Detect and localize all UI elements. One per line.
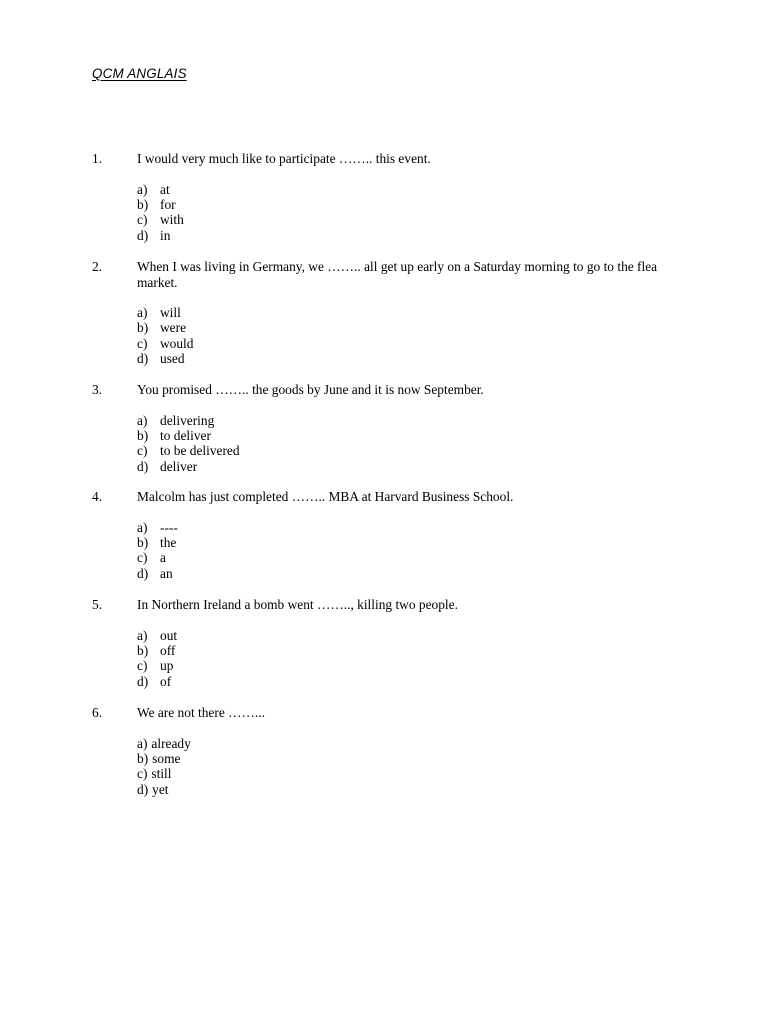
option-text: an <box>160 565 173 581</box>
option-letter: d) <box>137 227 149 243</box>
option-letter: b) <box>137 642 149 658</box>
option-text: some <box>152 750 181 766</box>
option-d <box>137 782 692 797</box>
option-a <box>137 628 692 643</box>
option-text: to be delivered <box>160 443 240 459</box>
option-letter: c) <box>137 335 148 351</box>
option-text: of <box>160 673 172 689</box>
option-b <box>137 751 692 766</box>
option-text: yet <box>152 781 169 797</box>
option-text: will <box>160 305 181 320</box>
option-letter: d) <box>137 458 149 474</box>
option-text: were <box>160 320 187 336</box>
question-3 <box>92 382 692 474</box>
option-text: for <box>160 196 176 212</box>
question-6 <box>92 705 692 797</box>
option-letter: c) <box>137 550 148 566</box>
option-text: off <box>160 642 176 658</box>
option-c <box>137 336 692 351</box>
option-b <box>137 535 692 550</box>
option-letter: a) <box>137 305 148 320</box>
option-letter: a) <box>137 519 148 535</box>
option-text: to deliver <box>160 427 211 443</box>
option-text: out <box>160 627 178 643</box>
option-letter: d) <box>137 781 149 797</box>
option-letter: d) <box>137 351 149 367</box>
option-a <box>137 413 692 428</box>
option-text: ---- <box>160 519 178 535</box>
option-letter: b) <box>137 750 149 766</box>
question-text: When I was living in Germany, we …….. all get up early on a Saturday morning to go to the flea market. <box>137 259 658 290</box>
option-d <box>137 228 692 243</box>
option-letter: d) <box>137 565 149 581</box>
option-letter: c) <box>137 658 148 674</box>
option-letter: b) <box>137 427 149 443</box>
question-text: We are not there ……... <box>137 705 265 720</box>
option-b <box>137 643 692 658</box>
option-text: with <box>160 212 184 228</box>
option-text: already <box>151 735 191 751</box>
option-d <box>137 459 692 474</box>
question-number: 4. <box>92 489 103 504</box>
option-b <box>137 320 692 335</box>
option-letter: a) <box>137 627 148 643</box>
option-text: up <box>160 658 174 674</box>
question-number: 5. <box>92 597 103 612</box>
option-letter: d) <box>137 673 149 689</box>
option-d <box>137 566 692 581</box>
question-number: 3. <box>92 382 103 397</box>
question-1 <box>92 151 692 243</box>
option-d <box>137 351 692 366</box>
option-c <box>137 658 692 673</box>
option-b <box>137 428 692 443</box>
option-letter: b) <box>137 320 149 336</box>
answer-options <box>137 520 692 582</box>
question-text: In Northern Ireland a bomb went …….., killing two people. <box>137 597 458 612</box>
answer-options <box>137 182 692 244</box>
option-letter: c) <box>137 443 148 459</box>
option-text: would <box>160 335 194 351</box>
option-letter: a) <box>137 735 148 751</box>
option-letter: a) <box>137 181 148 197</box>
option-text: a <box>160 550 166 566</box>
answer-options <box>137 736 692 798</box>
answer-options <box>137 628 692 690</box>
option-text: in <box>160 227 171 243</box>
question-5 <box>92 597 692 689</box>
option-text: still <box>151 766 172 782</box>
option-text: the <box>160 534 177 550</box>
question-number: 1. <box>92 151 103 166</box>
option-text: deliver <box>160 458 198 474</box>
option-c <box>137 550 692 565</box>
option-text: delivering <box>160 412 215 428</box>
question-2 <box>92 259 692 367</box>
question-text: You promised …….. the goods by June and it is now September. <box>137 382 484 397</box>
option-d <box>137 674 692 689</box>
question-text: I would very much like to participate …….. this event. <box>137 151 431 166</box>
option-text: at <box>160 181 170 197</box>
option-a <box>137 182 692 197</box>
option-a <box>137 736 692 751</box>
option-a <box>137 520 692 535</box>
answer-options <box>137 413 692 475</box>
answer-options <box>137 305 692 367</box>
option-letter: b) <box>137 534 149 550</box>
option-c <box>137 766 692 781</box>
option-letter: c) <box>137 766 148 782</box>
question-4 <box>92 489 692 581</box>
option-text: used <box>160 351 185 367</box>
option-c <box>137 443 692 458</box>
option-b <box>137 197 692 212</box>
question-text: Malcolm has just completed …….. MBA at Harvard Business School. <box>137 489 514 504</box>
option-a <box>137 305 692 320</box>
option-letter: c) <box>137 212 148 228</box>
option-c <box>137 212 692 227</box>
option-letter: b) <box>137 196 149 212</box>
question-number: 2. <box>92 259 103 274</box>
page-title: QCM ANGLAIS <box>92 66 187 81</box>
question-number: 6. <box>92 705 103 720</box>
option-letter: a) <box>137 412 148 428</box>
